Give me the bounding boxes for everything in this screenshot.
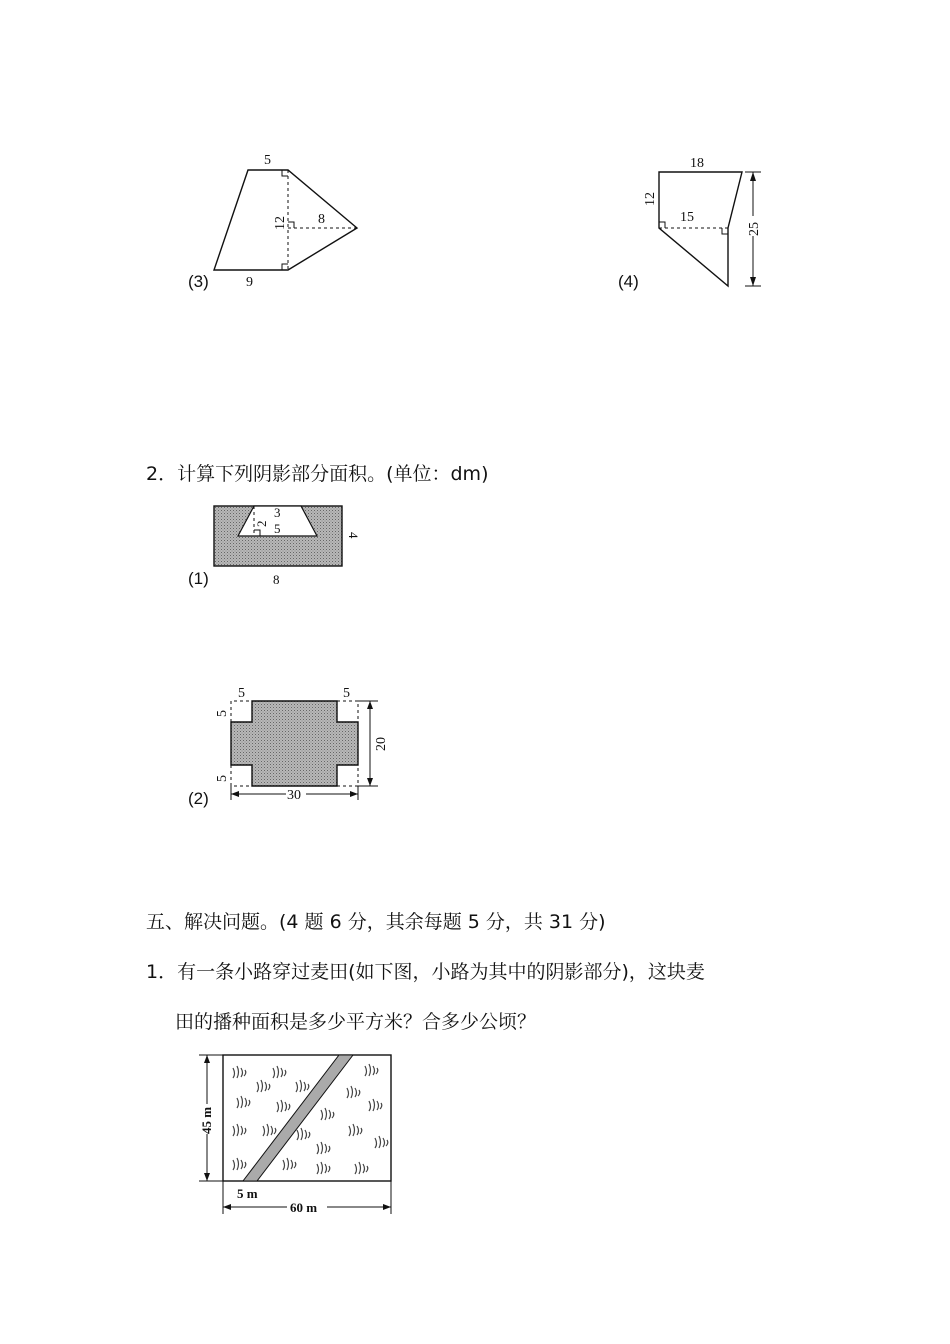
question-2-text: 2．计算下列阴影部分面积。(单位：dm) (146, 463, 489, 485)
fig1-top: 3 (274, 505, 281, 520)
field-path-width: 5 m (237, 1186, 258, 1201)
fig1-height: 2 (254, 520, 269, 527)
section-5-heading: 五、解决问题。(4 题 6 分，其余每题 5 分，共 31 分) (146, 911, 606, 933)
figure-3-label: (3) (188, 272, 209, 291)
fig4-left: 12 (643, 192, 658, 206)
fig2-top-right: 5 (343, 686, 350, 701)
fig2-left-top: 5 (215, 710, 230, 717)
figure-2-label: (2) (188, 789, 209, 808)
figure-4-diagram (630, 150, 780, 295)
fig3-right: 8 (318, 212, 325, 227)
fig2-left-bottom: 5 (215, 775, 230, 782)
fig3-height: 12 (273, 216, 288, 230)
wheat-field-diagram (195, 1050, 405, 1220)
problem-1-line1: 1．有一条小路穿过麦田(如下图，小路为其中的阴影部分)，这块麦 (146, 961, 705, 983)
fig1-side: 4 (346, 532, 361, 539)
fig4-inner: 15 (680, 210, 694, 225)
figure-4-label: (4) (618, 272, 639, 291)
fig2-side: 20 (374, 737, 389, 751)
figure-3-diagram (200, 145, 380, 295)
figure-2-diagram (210, 680, 390, 805)
fig3-top: 5 (264, 153, 271, 168)
fig1-trap-bottom: 5 (274, 521, 281, 536)
fig4-right: 25 (747, 222, 762, 236)
fig1-bottom: 8 (273, 572, 280, 587)
figure-1-diagram (200, 495, 380, 595)
field-width: 60 m (290, 1200, 318, 1215)
figure-1-label: (1) (188, 569, 209, 588)
problem-1-line2: 田的播种面积是多少平方米？合多少公顷？ (175, 1011, 537, 1033)
fig4-top: 18 (690, 156, 704, 171)
field-height: 45 m (199, 1106, 214, 1134)
fig2-bottom: 30 (287, 788, 301, 803)
fig3-bottom: 9 (246, 275, 253, 290)
fig2-top-left: 5 (238, 686, 245, 701)
